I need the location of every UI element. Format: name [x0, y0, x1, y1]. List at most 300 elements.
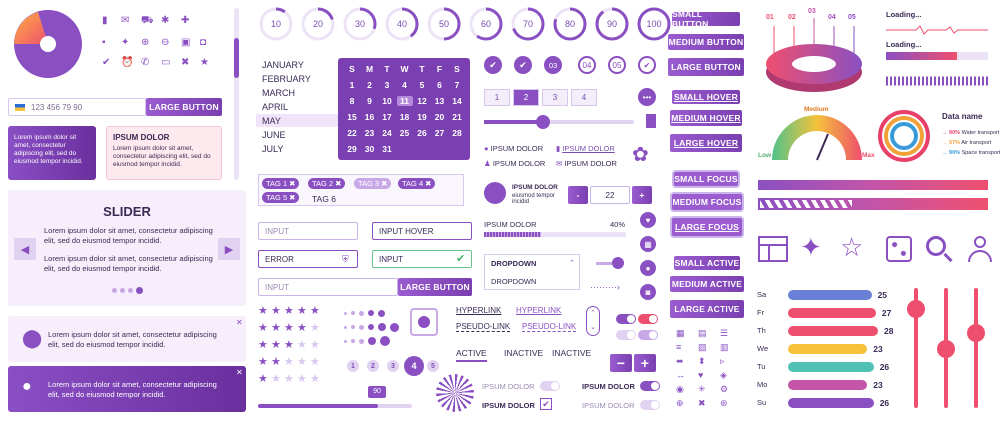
calendar-day[interactable]: 8	[349, 96, 355, 106]
vertical-slider-track[interactable]	[974, 288, 978, 408]
minus-circle-icon: ⊖	[161, 37, 170, 48]
gauge-max: Max	[862, 152, 875, 159]
calendar-day[interactable]: 27	[434, 128, 445, 138]
focus-target-icon[interactable]	[410, 308, 438, 336]
hyperlink-visited[interactable]: HYPERLINK	[516, 306, 562, 315]
loader-dot	[344, 340, 347, 343]
week-day-label: Mo	[757, 380, 768, 389]
month-item[interactable]: JANUARY	[262, 60, 304, 70]
small-hover-button[interactable]: SMALL HOVER	[672, 90, 740, 104]
input-with-button[interactable]: INPUT	[258, 278, 398, 296]
dice-icon[interactable]	[886, 236, 912, 262]
alarm-icon: ⏰	[121, 57, 134, 68]
rating-star-icon[interactable]: ★	[297, 373, 307, 385]
mini-grid-icon: ▦	[676, 328, 685, 338]
tooltip-dark	[8, 126, 96, 180]
rating-star-icon[interactable]: ★	[284, 339, 294, 351]
calendar-day[interactable]: 26	[417, 128, 427, 138]
mail-label[interactable]: ✉ IPSUM DOLOR	[556, 159, 617, 168]
calendar-day[interactable]: 29	[347, 144, 357, 154]
mini-grid-icon: ◉	[676, 384, 684, 394]
calendar-day[interactable]: 13	[434, 96, 445, 106]
tab-inactive[interactable]: INACTIVE	[504, 348, 544, 358]
progress-label: IPSUM DOLOR	[484, 220, 537, 229]
small-focus-button[interactable]: SMALL FOCUS	[674, 174, 738, 184]
month-item[interactable]: JUNE	[262, 130, 286, 140]
slider-dots[interactable]	[112, 288, 143, 294]
page-button[interactable]: 1	[484, 89, 510, 106]
medium-button[interactable]: MEDIUM BUTTON	[668, 34, 744, 50]
mini-grid-icon: ◈	[720, 370, 727, 380]
mini-grid-icon: ▤	[698, 328, 707, 338]
medium-focus-button[interactable]: MEDIUM FOCUS	[672, 194, 742, 210]
tag-remove-icon[interactable]: ✖	[289, 193, 296, 202]
radio-label[interactable]: ● IPSUM DOLOR	[484, 144, 544, 153]
calendar-day[interactable]: 2	[367, 80, 372, 90]
loading-label: Loading...	[886, 40, 922, 49]
tab-active[interactable]: ACTIVE	[456, 348, 487, 362]
month-item[interactable]: APRIL	[262, 102, 289, 112]
calendar-day[interactable]: 14	[452, 96, 462, 106]
calendar-day[interactable]: 30	[364, 144, 375, 154]
vertical-slider-knob[interactable]	[937, 340, 955, 358]
loader-dot	[368, 310, 374, 316]
tag-chip[interactable]	[308, 178, 345, 189]
rating-star-icon[interactable]: ★	[271, 356, 281, 368]
rating-star-icon[interactable]: ★	[258, 305, 268, 317]
calendar-day[interactable]: 28	[452, 128, 462, 138]
settings-flower-icon[interactable]: ✿	[632, 144, 649, 166]
toggle-label: IPSUM DOLOR	[482, 382, 535, 391]
checkbox-checked[interactable]: ✔	[540, 398, 552, 410]
page-button[interactable]: 2	[513, 89, 539, 106]
loader-dot	[368, 337, 376, 345]
scroll-arrows[interactable]: ⌃ ⌄	[586, 306, 600, 336]
calendar-day[interactable]: 7	[454, 80, 460, 90]
bookmark-icon[interactable]	[646, 114, 656, 128]
rating-star-icon[interactable]: ★	[271, 373, 281, 385]
ring-infographic	[760, 8, 868, 98]
sound-wave	[886, 70, 988, 92]
page-button[interactable]: 3	[542, 89, 568, 106]
mini-grid-icon: ⬌	[676, 356, 684, 366]
info-label: 05	[848, 14, 856, 21]
calendar-day[interactable]: 25	[399, 128, 410, 138]
rating-star-icon[interactable]: ★	[284, 373, 294, 385]
progress-circle	[594, 6, 630, 42]
knob-slider[interactable]	[596, 262, 622, 265]
mini-grid-icon: ⬍	[698, 356, 706, 366]
week-day-value: 23	[873, 380, 883, 390]
week-day-label: We	[757, 344, 769, 353]
calendar-day[interactable]: 10	[382, 96, 392, 106]
loader-dot	[344, 312, 347, 315]
notice-dark-close-icon[interactable]: ✕	[236, 368, 243, 377]
calendar-day[interactable]: 23	[364, 128, 375, 138]
calendar-weekday: F	[436, 64, 443, 74]
loader-dot	[351, 339, 355, 343]
calendar-weekday: M	[365, 64, 374, 74]
vertical-slider-knob[interactable]	[967, 324, 985, 342]
rating-star-icon[interactable]: ★	[284, 322, 294, 334]
progress-circle	[342, 6, 378, 42]
loader-dot	[359, 311, 364, 316]
step-done[interactable]: ✔	[484, 56, 502, 74]
progress-circle-value: 20	[312, 19, 323, 29]
legend-label: Air transport	[961, 140, 992, 146]
donut-title: Data name	[942, 112, 983, 121]
tag-label: TAG 3	[358, 179, 380, 188]
rating-star-icon[interactable]: ★	[297, 322, 307, 334]
donut-legend-item: → 90% Water transport	[942, 130, 1000, 136]
rating-star-icon[interactable]: ★	[284, 305, 294, 317]
loader-dot	[344, 326, 347, 329]
heart-button[interactable]: ♥	[640, 212, 656, 228]
loader-dot	[378, 310, 385, 317]
calendar-day[interactable]: 17	[382, 112, 392, 122]
legend-label: Space transport	[961, 150, 1000, 156]
week-day-bar	[788, 380, 867, 390]
calendar-day[interactable]: 9	[367, 96, 372, 106]
legend-pct: 90%	[949, 130, 961, 136]
cart-icon: ⛟	[141, 15, 154, 26]
rating-star-icon[interactable]: ★	[297, 305, 307, 317]
calendar-day[interactable]: 1	[349, 80, 355, 90]
slider-prev-button[interactable]: ◀	[14, 238, 36, 260]
close-icon: ✖	[181, 57, 190, 68]
progress-circle-value: 70	[522, 19, 533, 29]
layout-icon[interactable]	[758, 236, 788, 262]
plus-button[interactable]: +	[634, 354, 656, 372]
gauge-chart	[758, 106, 875, 166]
tag-chip[interactable]	[262, 192, 299, 203]
calendar-weekday: T	[384, 64, 390, 74]
input-large-button[interactable]: LARGE BUTTON	[398, 278, 472, 296]
hyperlink[interactable]: HYPERLINK	[456, 306, 502, 315]
rating-star-icon[interactable]: ★	[310, 322, 320, 334]
large-button[interactable]: LARGE BUTTON	[668, 58, 744, 76]
week-day-bar	[788, 362, 874, 372]
progress-circle	[468, 6, 504, 42]
week-day-label: Sa	[757, 290, 767, 299]
info-label: 01	[766, 14, 774, 21]
page-button[interactable]: 4	[571, 89, 597, 106]
loader-dot	[390, 323, 399, 332]
mini-grid-icon: ♥	[698, 370, 704, 380]
success-check-icon: ✔	[456, 253, 466, 265]
progress-circle	[636, 6, 672, 42]
tag-label: TAG 4	[402, 179, 424, 188]
slider-next-button[interactable]: ▶	[218, 238, 240, 260]
sparkle-icon: ✦	[121, 37, 130, 48]
large-hover-button[interactable]: LARGE HOVER	[670, 134, 742, 152]
rating-star-icon[interactable]: ★	[271, 305, 281, 317]
week-day-value: 23	[873, 344, 883, 354]
week-day-bar	[788, 290, 872, 300]
week-day-value: 28	[884, 326, 894, 336]
input-error[interactable]: ERROR	[258, 250, 358, 268]
toggle-switch[interactable]	[638, 330, 658, 340]
medium-active-button[interactable]: MEDIUM ACTIVE	[670, 276, 744, 292]
mini-grid-icon: ≡	[676, 342, 682, 352]
progress-bar-striped	[484, 232, 626, 237]
user-small-icon: ●	[484, 144, 489, 153]
calendar-day[interactable]: 6	[437, 80, 442, 90]
week-day-label: Th	[757, 326, 766, 335]
profile-name: IPSUM DOLOR	[512, 184, 558, 191]
step-pending[interactable]: 04	[578, 56, 596, 74]
check-icon: ✔	[102, 57, 111, 68]
bar-label[interactable]: ▮ IPSUM DOLOR	[556, 144, 615, 153]
vertical-scrollbar[interactable]	[234, 8, 239, 180]
mail-icon: ✉	[121, 15, 130, 26]
step-done[interactable]: ✔	[514, 56, 532, 74]
tooltip-light-title: IPSUM DOLOR	[113, 133, 170, 142]
error-shield-icon: ⛨	[342, 254, 349, 264]
progress-circle	[510, 6, 546, 42]
tag-label: TAG 5	[266, 193, 288, 202]
calendar-day[interactable]: 16	[364, 112, 375, 122]
pager-dot[interactable]: 4	[404, 356, 424, 376]
rating-star-icon[interactable]: ★	[258, 356, 268, 368]
calendar-day[interactable]: 12	[417, 96, 427, 106]
tag-remove-icon[interactable]: ✖	[335, 179, 342, 188]
tab-inactive[interactable]: INACTIVE	[552, 348, 592, 358]
dropdown-caret-icon: ⌃	[569, 260, 575, 267]
donut-legend-item: → 57% Air transport	[942, 140, 992, 146]
week-day-label: Tu	[757, 362, 766, 371]
calendar-day[interactable]: 11	[397, 96, 413, 106]
minus-button[interactable]: −	[610, 354, 632, 372]
tag-label: TAG 2	[312, 179, 334, 188]
input-default[interactable]: INPUT	[258, 222, 358, 240]
camera-button[interactable]: ◙	[640, 284, 656, 300]
tooltip-light-text: Lorem ipsum dolor sit amet, consectetur adipiscing elit, sed do eiusmod tempor incidid.	[113, 145, 211, 168]
pager-dot[interactable]: 3	[387, 360, 399, 372]
calendar-weekday: S	[349, 64, 355, 74]
stepper-plus[interactable]: +	[632, 186, 652, 204]
calendar-day[interactable]: 4	[402, 80, 407, 90]
week-day-bar	[788, 344, 867, 354]
range-slider-value: 90	[368, 386, 386, 398]
dropdown-option[interactable]: DROPDOWN	[491, 277, 537, 286]
rating-star-icon[interactable]: ★	[310, 373, 320, 385]
mini-grid-icon: ⚙	[720, 384, 729, 394]
week-day-bar	[788, 326, 878, 336]
profile-sub: eiusmod tempor incidid	[512, 193, 556, 205]
progress-circle	[384, 6, 420, 42]
calendar-day[interactable]: 20	[434, 112, 445, 122]
calendar-weekday: W	[400, 64, 409, 74]
gradient-bar-2	[758, 198, 988, 210]
month-item-selected[interactable]: MAY	[262, 116, 281, 126]
loading-label: Loading...	[886, 10, 922, 19]
slider-title: SLIDER	[103, 204, 151, 219]
toggle-switch-on[interactable]	[640, 381, 660, 391]
phone-icon: ✆	[141, 57, 150, 68]
loader-dot	[351, 311, 355, 315]
step-check-outline[interactable]: ✔	[638, 56, 656, 74]
progress-circle-value: 30	[354, 19, 365, 29]
month-item[interactable]: JULY	[262, 144, 284, 154]
sparkle-large-icon[interactable]: ✦	[800, 232, 822, 262]
month-item[interactable]: MARCH	[262, 88, 295, 98]
progress-circle	[552, 6, 588, 42]
pager-dot[interactable]: 1	[347, 360, 359, 372]
rating-star-icon[interactable]: ★	[271, 339, 281, 351]
rating-star-icon[interactable]: ★	[258, 339, 268, 351]
tag-input-value: TAG 6	[312, 194, 336, 204]
progress-circle-value: 10	[270, 19, 281, 29]
phone-value: 123 456 79 90	[31, 102, 83, 112]
small-button[interactable]: SMALL BUTTON	[672, 12, 740, 26]
week-day-label: Su	[757, 398, 767, 407]
progress-circle-value: 90	[606, 19, 617, 29]
donut-chart	[876, 108, 932, 164]
progress-circle	[300, 6, 336, 42]
rating-star-icon[interactable]: ★	[310, 305, 320, 317]
toggle-switch-off[interactable]	[640, 400, 660, 410]
calendar-day[interactable]: 18	[399, 112, 410, 122]
rating-star-icon[interactable]: ★	[271, 322, 281, 334]
loader-dot	[378, 323, 386, 331]
large-focus-button[interactable]: LARGE FOCUS	[672, 218, 742, 236]
notice-dark	[8, 366, 246, 412]
envelope-icon: ✉	[556, 159, 563, 168]
pseudo-link-visited[interactable]: PSEUDO-LINK	[522, 322, 577, 331]
calendar[interactable]	[338, 58, 470, 160]
tag-chip-hover[interactable]	[354, 178, 391, 189]
small-active-button[interactable]: SMALL ACTIVE	[674, 258, 740, 268]
calendar-day[interactable]: 21	[452, 112, 462, 122]
user-button[interactable]: ●	[640, 260, 656, 276]
medium-hover-button[interactable]: MEDIUM HOVER	[670, 110, 742, 126]
tag-remove-icon[interactable]: ✖	[425, 179, 432, 188]
pie-chart	[12, 8, 84, 80]
notice-light-text: Lorem ipsum dolor sit amet, consectetur adipiscing elit, sed do eiusmod tempor incidid.	[48, 330, 217, 349]
step-current[interactable]: 03	[544, 56, 562, 74]
progress-circle-value: 80	[564, 19, 575, 29]
person-outline-icon[interactable]	[966, 234, 994, 264]
mini-grid-icon: ⊕	[676, 398, 684, 408]
tag-chip[interactable]	[262, 178, 299, 189]
notice-dark-text: Lorem ipsum dolor sit amet, consectetur adipiscing elit, sed do eiusmod tempor incidid.	[48, 380, 217, 399]
progress-circle-value: 100	[646, 19, 662, 29]
legend-pct: 57%	[949, 140, 961, 146]
week-day-label: Fr	[757, 308, 765, 317]
lock-icon: ◘	[200, 37, 207, 48]
step-pending[interactable]: 05	[608, 56, 626, 74]
large-active-button[interactable]: LARGE ACTIVE	[670, 300, 744, 318]
pager-dot[interactable]: 2	[367, 360, 379, 372]
rating-star-icon[interactable]: ★	[310, 339, 320, 351]
more-icon[interactable]: •••	[638, 88, 656, 106]
donut-legend-item: → 90% Space transport	[942, 150, 1000, 156]
tag-label: TAG 1	[266, 179, 288, 188]
rating-star-icon[interactable]: ★	[258, 322, 268, 334]
pager-dot[interactable]: 5	[427, 360, 439, 372]
calendar-day[interactable]: 31	[382, 144, 392, 154]
calendar-day[interactable]: 19	[417, 112, 427, 122]
rating-star-icon[interactable]: ★	[310, 356, 320, 368]
calendar-weekday: T	[419, 64, 425, 74]
loading-bar	[886, 52, 988, 60]
stepper-minus[interactable]: -	[568, 186, 588, 204]
toggle-label: IPSUM DOLOR	[582, 401, 635, 410]
tooltip-dark-text: Lorem ipsum dolor sit amet, consectetur adipiscing elit, sed do eiusmod tempor incidid.	[14, 134, 83, 165]
progress-circle	[426, 6, 462, 42]
chat-icon: ▪	[102, 37, 106, 48]
progress-circle-value: 60	[480, 19, 491, 29]
toggle-switch[interactable]	[638, 314, 658, 324]
calendar-day[interactable]: 24	[382, 128, 392, 138]
input-success[interactable]: INPUT	[372, 250, 472, 268]
notice-light-close-icon[interactable]: ✕	[236, 318, 243, 327]
progress-value: 40%	[610, 220, 626, 229]
mini-grid-icon: ✖	[698, 398, 706, 408]
stepper-value[interactable]: 22	[590, 186, 630, 204]
calendar-day[interactable]: 5	[419, 80, 425, 90]
bag-icon: ▣	[181, 37, 191, 48]
dropdown-label[interactable]: DROPDOWN	[491, 259, 537, 268]
star-icon: ★	[200, 57, 209, 68]
bars-icon: ▮	[556, 144, 561, 153]
week-day-value: 25	[877, 290, 888, 300]
rating-star-icon[interactable]: ★	[284, 356, 294, 368]
calendar-day[interactable]: 22	[347, 128, 357, 138]
toggle-switch[interactable]	[540, 381, 560, 391]
tag-remove-icon[interactable]: ✖	[381, 179, 388, 188]
calendar-day[interactable]: 3	[384, 80, 390, 90]
loader-dot	[359, 325, 364, 330]
month-item[interactable]: FEBRUARY	[262, 74, 311, 84]
input-hover[interactable]: INPUT HOVER	[372, 222, 472, 240]
rating-star-icon[interactable]: ★	[297, 339, 307, 351]
mini-grid-icon: ✳	[698, 384, 706, 394]
phone-input[interactable]	[8, 98, 146, 116]
range-slider[interactable]	[258, 388, 412, 408]
week-day-bar	[788, 308, 876, 318]
rating-star-icon[interactable]: ★	[258, 373, 268, 385]
person-label[interactable]: ♟ IPSUM DOLOR	[484, 159, 546, 168]
pseudo-link[interactable]: PSEUDO-LINK	[456, 322, 511, 331]
progress-slider[interactable]	[484, 120, 634, 124]
progress-circle-value: 40	[396, 19, 407, 29]
calendar-weekday: S	[454, 64, 460, 74]
rating-star-icon[interactable]: ★	[297, 356, 307, 368]
toggle-switch[interactable]	[616, 314, 636, 324]
toggle-switch[interactable]	[616, 330, 636, 340]
progress-circle-value: 50	[438, 19, 449, 29]
tag-chip[interactable]	[398, 178, 435, 189]
toggle-label: IPSUM DOLOR	[482, 401, 535, 410]
vertical-slider-knob[interactable]	[907, 300, 925, 318]
mini-grid-icon: ▧	[698, 342, 707, 352]
phone-large-button[interactable]: LARGE BUTTON	[146, 98, 222, 116]
week-day-bar	[788, 398, 874, 408]
gauge-low: Low	[758, 152, 771, 159]
search-icon[interactable]	[926, 236, 946, 256]
slider-text-2: Lorem ipsum dolor sit amet, consectetur adipiscing elit, sed do eiusmod tempor incidid.	[44, 254, 213, 273]
calendar-day[interactable]: 15	[347, 112, 357, 122]
slider-text-1: Lorem ipsum dolor sit amet, consectetur adipiscing elit, sed do eiusmod tempor incidid.	[44, 226, 213, 245]
puzzle-icon: ✚	[181, 15, 190, 26]
grid-button[interactable]: ▦	[640, 236, 656, 252]
toggle-label: IPSUM DOLOR	[582, 382, 635, 391]
dropdown-box[interactable]	[484, 254, 580, 290]
tag-remove-icon[interactable]: ✖	[289, 179, 296, 188]
stars-outline-icon[interactable]: ☆	[840, 232, 864, 262]
